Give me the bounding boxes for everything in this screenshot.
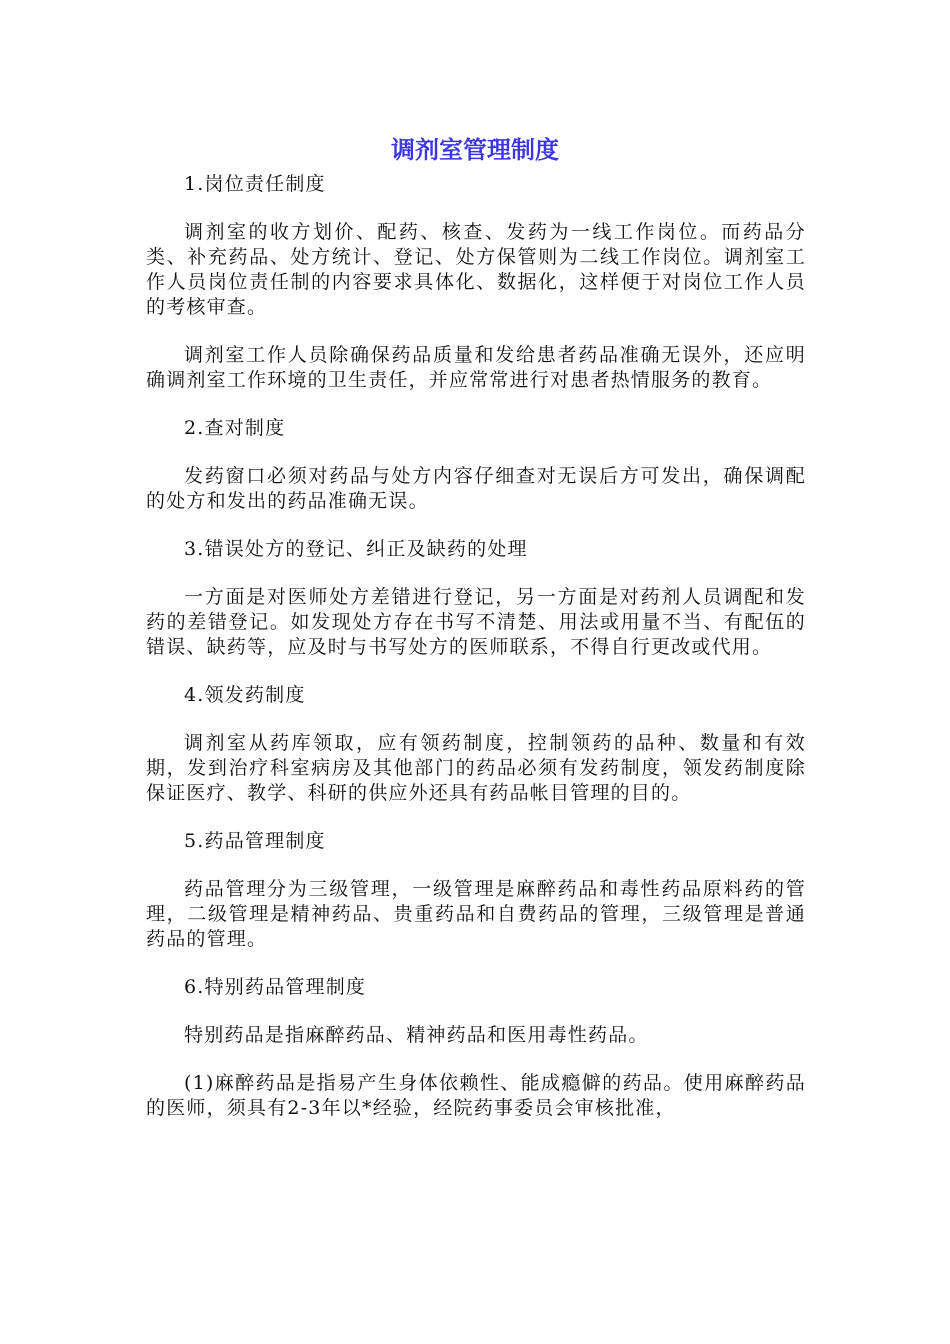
section-heading-5: 5.药品管理制度: [184, 830, 326, 852]
paragraph: 调剂室从药库领取，应有领药制度，控制领药的品种、数量和有效期，发到治疗科室病房及其他部门的药品必须有发药制度，领发药制度除保证医疗、教学、科研的供应外还具有药品帐目管理的目的。: [146, 732, 806, 804]
paragraph: 发药窗口必须对药品与处方内容仔细查对无误后方可发出，确保调配的处方和发出的药品准确无误。: [146, 465, 806, 512]
paragraph: 调剂室工作人员除确保药品质量和发给患者药品准确无误外，还应明确调剂室工作环境的卫生责任，并应常常进行对患者热情服务的教育。: [146, 344, 806, 391]
paragraph: 调剂室的收方划价、配药、核查、发药为一线工作岗位。而药品分类、补充药品、处方统计、登记、处方保管则为二线工作岗位。调剂室工作人员岗位责任制的内容要求具体化、数据化，这样便于对岗位工作人员的考核审查。: [146, 221, 806, 318]
section-heading-4: 4.领发药制度: [184, 684, 306, 706]
section-heading-2: 2.查对制度: [184, 417, 286, 439]
section-heading-6: 6.特别药品管理制度: [184, 976, 367, 998]
section-heading-1: 1.岗位责任制度: [184, 173, 326, 195]
paragraph: 一方面是对医师处方差错进行登记，另一方面是对药剂人员调配和发药的差错登记。如发现处方存在书写不清楚、用法或用量不当、有配伍的错误、缺药等，应及时与书写处方的医师联系，不得自行更改或代用。: [146, 586, 806, 658]
paragraph: 药品管理分为三级管理，一级管理是麻醉药品和毒性药品原料药的管理，二级管理是精神药品、贵重药品和自费药品的管理，三级管理是普通药品的管理。: [146, 878, 806, 950]
document-body: [146, 172, 806, 1144]
document-title: 调剂室管理制度: [391, 136, 559, 164]
section-heading-3: 3.错误处方的登记、纠正及缺药的处理: [184, 538, 528, 560]
paragraph: 特别药品是指麻醉药品、精神药品和医用毒性药品。: [184, 1024, 649, 1046]
paragraph: (1)麻醉药品是指易产生身体依赖性、能成瘾僻的药品。使用麻醉药品的医师，须具有2-3年以*经验，经院药事委员会审核批准，: [146, 1072, 806, 1119]
